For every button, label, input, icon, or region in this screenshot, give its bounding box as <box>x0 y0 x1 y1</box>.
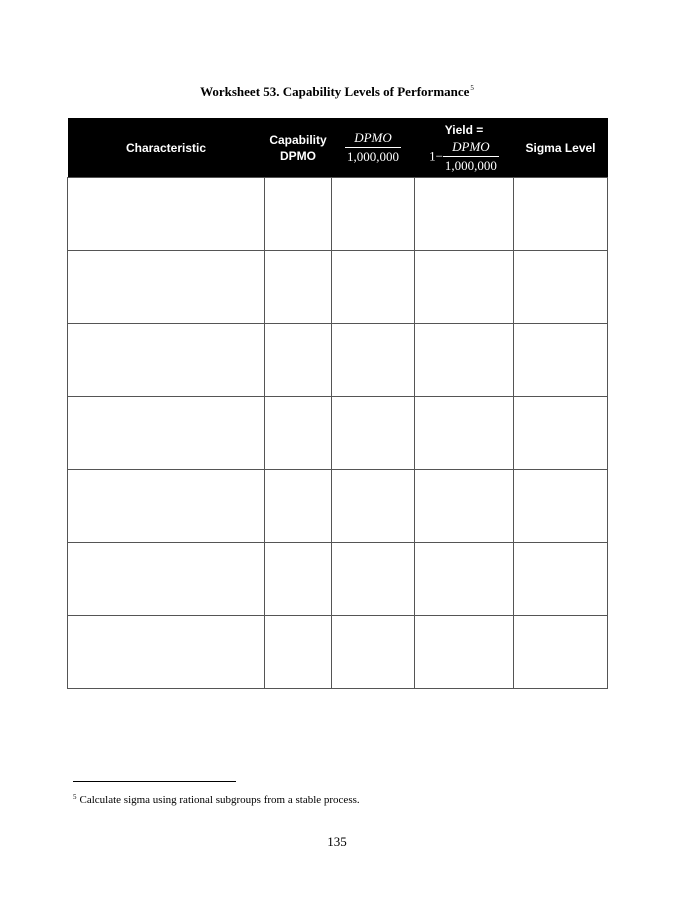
characteristic-cell[interactable] <box>68 543 265 616</box>
header-characteristic-label: Characteristic <box>125 140 207 155</box>
capability-dpmo-cell[interactable] <box>265 543 332 616</box>
header-capability-dpmo <box>265 118 332 178</box>
worksheet-title-text: Worksheet 53. Capability Levels of Performance <box>200 84 470 99</box>
dpmo-ratio-cell[interactable] <box>332 543 415 616</box>
dpmo-ratio-denominator: 1,000,000 <box>347 149 399 164</box>
header-dpmo-ratio <box>332 118 415 178</box>
yield-cell[interactable] <box>415 251 514 324</box>
yield-prefix: 1− <box>429 148 443 163</box>
yield-cell[interactable] <box>415 324 514 397</box>
table-row <box>68 543 608 616</box>
sigma-level-cell[interactable] <box>514 251 608 324</box>
yield-denominator: 1,000,000 <box>444 157 497 173</box>
dpmo-ratio-fraction <box>345 130 401 165</box>
header-sigma-level <box>514 118 608 178</box>
capability-dpmo-cell[interactable] <box>265 178 332 251</box>
yield-fraction <box>443 139 499 174</box>
characteristic-cell[interactable] <box>68 324 265 397</box>
worksheet-title <box>0 84 674 100</box>
dpmo-ratio-numerator: DPMO <box>354 130 392 145</box>
header-capability-line1: Capability <box>269 132 327 147</box>
yield-numerator: DPMO <box>452 138 490 154</box>
header-capability-line2: DPMO <box>280 148 316 163</box>
table-row <box>68 251 608 324</box>
dpmo-ratio-cell[interactable] <box>332 251 415 324</box>
dpmo-ratio-cell[interactable] <box>332 397 415 470</box>
table-row <box>68 324 608 397</box>
dpmo-ratio-cell[interactable] <box>332 616 415 689</box>
dpmo-ratio-cell[interactable] <box>332 324 415 397</box>
footnote-text: Calculate sigma using rational subgroups from a stable process. <box>79 794 360 806</box>
table-row <box>68 397 608 470</box>
footnote-marker: 5 <box>73 793 77 801</box>
table-row <box>68 470 608 543</box>
footnote <box>73 793 360 806</box>
characteristic-cell[interactable] <box>68 251 265 324</box>
sigma-level-cell[interactable] <box>514 324 608 397</box>
capability-dpmo-cell[interactable] <box>265 397 332 470</box>
header-row <box>68 118 608 178</box>
dpmo-ratio-cell[interactable] <box>332 178 415 251</box>
yield-label: Yield = <box>444 122 484 137</box>
yield-cell[interactable] <box>415 470 514 543</box>
header-sigma-level-label: Sigma Level <box>525 140 596 155</box>
sigma-level-cell[interactable] <box>514 470 608 543</box>
capability-dpmo-cell[interactable] <box>265 470 332 543</box>
yield-cell[interactable] <box>415 543 514 616</box>
characteristic-cell[interactable] <box>68 397 265 470</box>
table-row <box>68 616 608 689</box>
table-body <box>68 178 608 689</box>
yield-cell[interactable] <box>415 397 514 470</box>
sigma-level-cell[interactable] <box>514 543 608 616</box>
sigma-level-cell[interactable] <box>514 397 608 470</box>
yield-cell[interactable] <box>415 178 514 251</box>
header-yield <box>415 118 514 178</box>
header-characteristic <box>68 118 265 178</box>
yield-cell[interactable] <box>415 616 514 689</box>
capability-worksheet-table <box>67 118 607 689</box>
footnote-divider <box>73 781 236 782</box>
sigma-level-cell[interactable] <box>514 178 608 251</box>
table-row <box>68 178 608 251</box>
capability-dpmo-cell[interactable] <box>265 324 332 397</box>
sigma-level-cell[interactable] <box>514 616 608 689</box>
footnote-reference: 5 <box>470 84 474 92</box>
capability-dpmo-cell[interactable] <box>265 616 332 689</box>
characteristic-cell[interactable] <box>68 470 265 543</box>
characteristic-cell[interactable] <box>68 616 265 689</box>
capability-dpmo-cell[interactable] <box>265 251 332 324</box>
dpmo-ratio-cell[interactable] <box>332 470 415 543</box>
characteristic-cell[interactable] <box>68 178 265 251</box>
page-number: 135 <box>327 834 347 849</box>
